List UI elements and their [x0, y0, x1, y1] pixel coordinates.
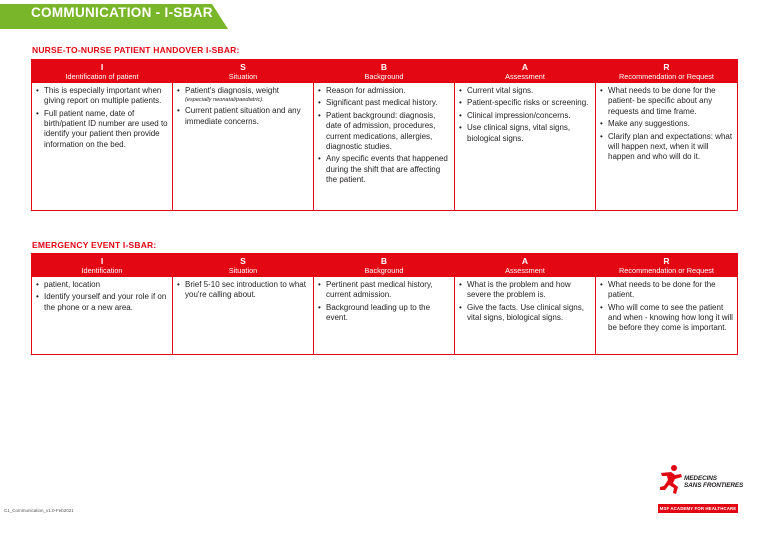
- list-item: • Who will come to see the patient and when - knowing how long it will be before they come is important.: [600, 303, 733, 334]
- list-item: • Significant past medical history.: [318, 98, 450, 108]
- document-code: C1_Communication_v1.0-Feb2021: [4, 508, 74, 513]
- emergency-section-title: EMERGENCY EVENT I-SBAR:: [32, 240, 157, 250]
- list-item: • What is the problem and how severe the problem is.: [459, 280, 591, 301]
- logo-wordmark: MEDECINS SANS FRONTIERES: [684, 475, 744, 489]
- cell-recommendation: [596, 277, 738, 355]
- cell-background: [314, 277, 455, 355]
- column-header-r: R Recommendation or Request: [596, 60, 738, 83]
- msf-running-man-icon: [658, 464, 684, 496]
- msf-logo: [658, 464, 744, 514]
- list-item: • Brief 5-10 sec introduction to what you're calling about.: [177, 280, 309, 301]
- note-text: (especially neonatal/paediatric).: [185, 97, 264, 104]
- cell-recommendation: [596, 83, 738, 211]
- list-item: • patient, location: [36, 280, 168, 290]
- list-item: • What needs to be done for the patient- be specific about any requests and time frame.: [600, 86, 733, 117]
- list-item: • Patient's diagnosis, weight (especially neonatal/paediatric).: [177, 86, 309, 104]
- column-header-s: S Situation: [173, 254, 314, 277]
- list-item: • Full patient name, date of birth/patient ID number are used to identify your patient then provide information on the bed.: [36, 109, 168, 150]
- list-item: • Reason for admission.: [318, 86, 450, 96]
- academy-badge: MSF ACADEMY FOR HEALTHCARE: [659, 506, 737, 511]
- column-header-s: S Situation: [173, 60, 314, 83]
- list-item: • Clinical impression/concerns.: [459, 111, 591, 121]
- list-item: • Current vital signs.: [459, 86, 591, 96]
- page-title: COMMUNICATION - I-SBAR: [31, 5, 213, 20]
- cell-background: [314, 83, 455, 211]
- list-item: • Background leading up to the event.: [318, 303, 450, 324]
- table-row: [32, 83, 738, 211]
- list-item: • This is especially important when giving report on multiple patients.: [36, 86, 168, 107]
- list-item: • Identify yourself and your role if on the phone or a new area.: [36, 292, 168, 313]
- list-item: • Use clinical signs, vital signs, biological signs.: [459, 123, 591, 144]
- cell-situation: [173, 277, 314, 355]
- cell-identification: [32, 277, 173, 355]
- cell-assessment: [455, 83, 596, 211]
- column-header-a: A Assessment: [455, 60, 596, 83]
- column-header-b: B Background: [314, 254, 455, 277]
- table-row: [32, 277, 738, 355]
- list-item: • Patient-specific risks or screening.: [459, 98, 591, 108]
- list-item: • What needs to be done for the patient.: [600, 280, 733, 301]
- table-header-row: [32, 60, 738, 83]
- emergency-isbar-table: [31, 253, 738, 355]
- column-header-a: A Assessment: [455, 254, 596, 277]
- handover-isbar-table: [31, 59, 738, 211]
- list-item: • Make any suggestions.: [600, 119, 733, 129]
- cell-situation: [173, 83, 314, 211]
- column-header-r: R Recommendation or Request: [596, 254, 738, 277]
- list-item: • Pertinent past medical history, current admission.: [318, 280, 450, 301]
- column-header-i: I Identification: [32, 254, 173, 277]
- list-item: • Clarify plan and expectations: what will happen next, when it will happen and who will do it.: [600, 132, 733, 163]
- cell-identification: [32, 83, 173, 211]
- list-item: • Current patient situation and any immediate concerns.: [177, 106, 309, 127]
- list-item: • Any specific events that happened during the shift that are affecting the patient.: [318, 154, 450, 185]
- column-header-b: B Background: [314, 60, 455, 83]
- table-header-row: [32, 254, 738, 277]
- list-item: • Patient background: diagnosis, date of admission, procedures, current medications, allergies, diagnostic studies.: [318, 111, 450, 152]
- cell-assessment: [455, 277, 596, 355]
- column-header-i: I Identification of patient: [32, 60, 173, 83]
- list-item: • Give the facts. Use clinical signs, vital signs, biological signs.: [459, 303, 591, 324]
- handover-section-title: NURSE-TO-NURSE PATIENT HANDOVER I-SBAR:: [32, 45, 240, 55]
